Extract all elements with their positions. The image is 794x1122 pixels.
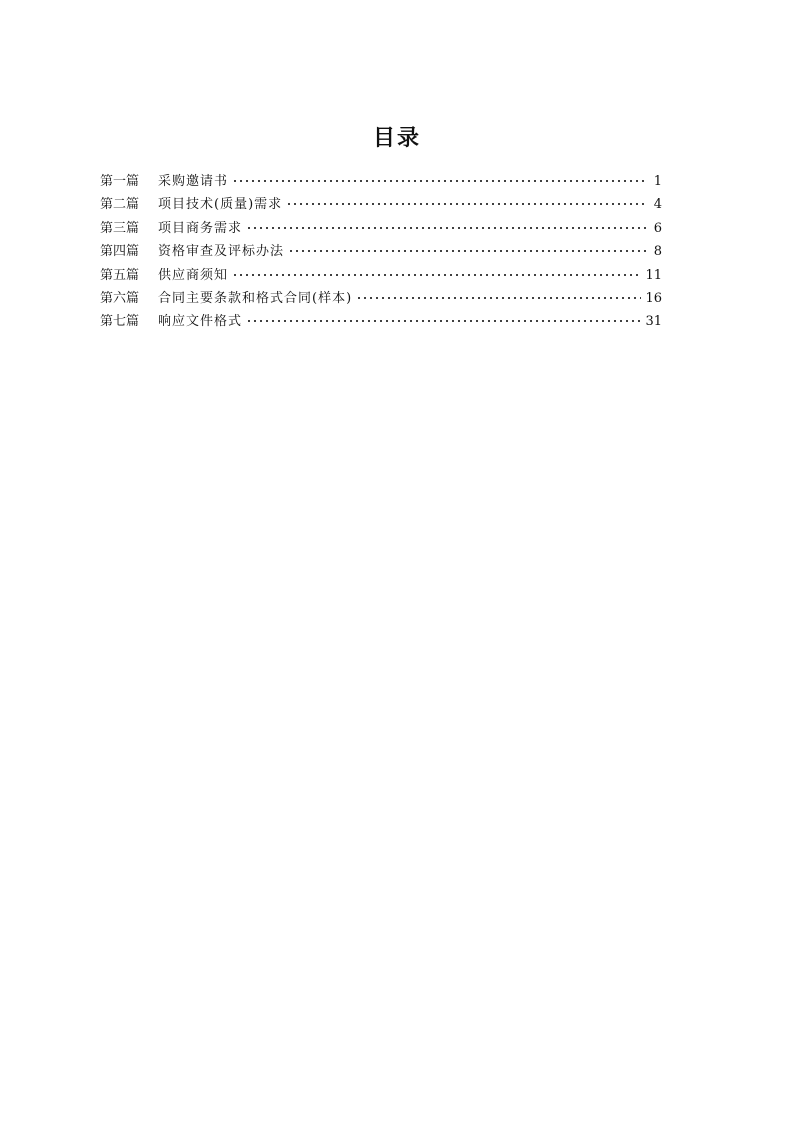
toc-page-number: 16 [645, 290, 662, 306]
toc-page-number: 31 [645, 314, 662, 330]
toc-part-number: 第三篇 [100, 220, 140, 236]
toc-entry[interactable] [100, 264, 662, 287]
toc-part-number: 第六篇 [100, 290, 140, 306]
toc-entry-title: 响应文件格式 [158, 314, 243, 330]
toc-entry-title: 项目商务需求 [158, 220, 243, 236]
toc-title: 目录 [372, 126, 421, 151]
toc-page-number: 1 [653, 174, 662, 189]
toc-part-number: 第一篇 [100, 174, 140, 189]
toc-page-number: 11 [645, 267, 662, 283]
toc-dot-leader [288, 239, 648, 253]
toc-page-number: 8 [653, 244, 662, 260]
toc-page-number: 6 [653, 220, 662, 236]
toc-dot-leader [232, 263, 641, 277]
toc-entry[interactable] [100, 193, 662, 216]
toc-entry-title: 供应商须知 [158, 267, 229, 283]
toc-dot-leader [232, 169, 648, 183]
toc-entry-title: 项目技术(质量)需求 [158, 197, 283, 213]
toc-dot-leader [246, 216, 648, 230]
toc-part-number: 第七篇 [100, 314, 140, 330]
toc-entry[interactable] [100, 217, 662, 240]
toc-part-number: 第五篇 [100, 267, 140, 283]
toc-part-number: 第二篇 [100, 197, 140, 213]
toc-entry[interactable] [100, 240, 662, 263]
toc-part-number: 第四篇 [100, 244, 140, 260]
toc-dot-leader [356, 286, 641, 300]
toc-list [100, 170, 662, 334]
toc-dot-leader [286, 192, 648, 206]
toc-entry-title: 采购邀请书 [158, 174, 229, 189]
toc-page-number: 4 [653, 197, 662, 213]
toc-entry-title: 资格审查及评标办法 [158, 244, 285, 260]
toc-entry[interactable] [100, 310, 662, 333]
toc-dot-leader [246, 309, 641, 323]
toc-entry-title: 合同主要条款和格式合同(样本) [158, 290, 353, 306]
toc-entry[interactable] [100, 170, 662, 193]
toc-entry[interactable] [100, 287, 662, 310]
